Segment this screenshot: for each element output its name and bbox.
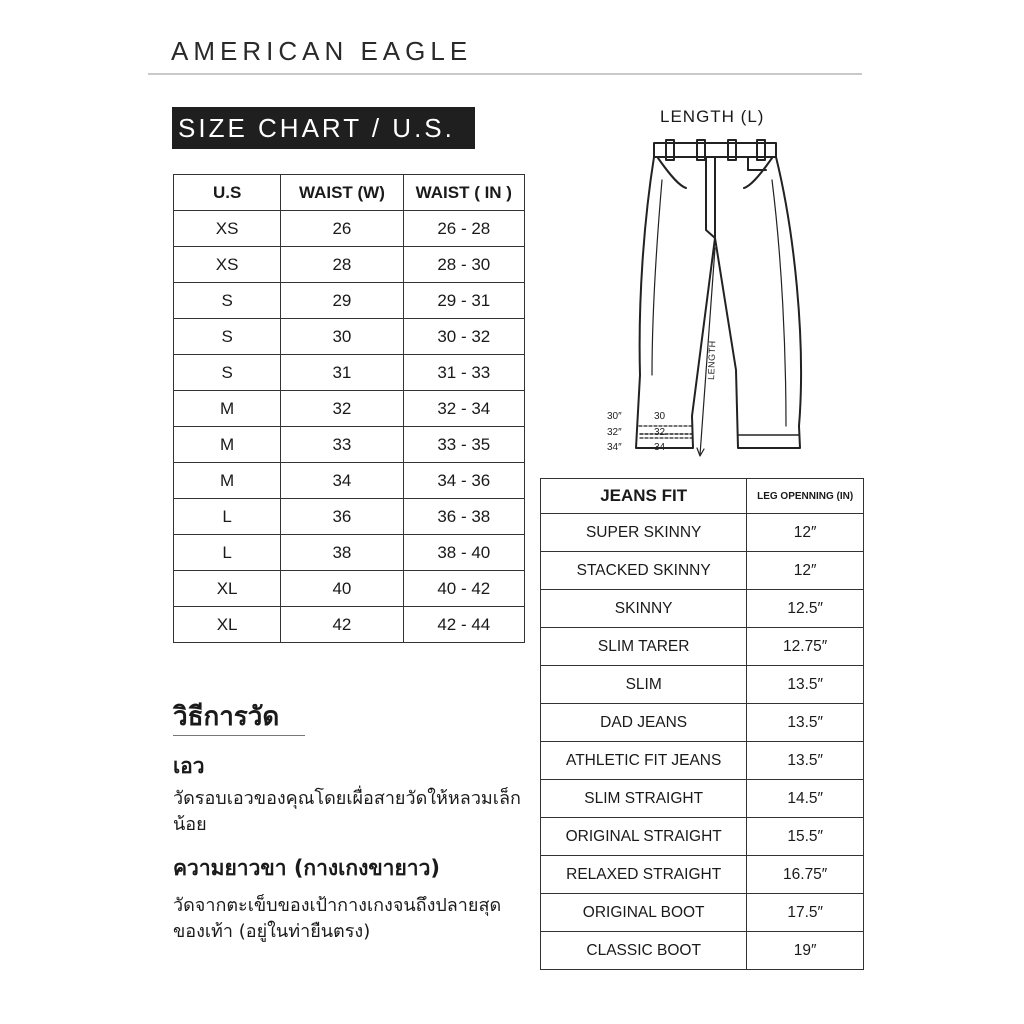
leg-opening-cell: 13.5″ <box>747 704 864 742</box>
us-size-cell: M <box>174 463 281 499</box>
table-row <box>541 780 864 818</box>
fit-name-cell: CLASSIC BOOT <box>541 932 747 970</box>
brand-logo-text: AMERICAN EAGLE <box>171 36 473 66</box>
fit-name-cell: ORIGINAL BOOT <box>541 894 747 932</box>
table-row <box>174 391 525 427</box>
size-chart-title: SIZE CHART / U.S. <box>172 107 475 149</box>
table-row <box>541 666 864 704</box>
leg-opening-cell: 19″ <box>747 932 864 970</box>
table-row <box>541 552 864 590</box>
header-divider <box>148 73 862 75</box>
leg-length-heading: ความยาวขา (กางเกงขายาว) <box>173 856 440 880</box>
size-table-header: WAIST (W) <box>281 175 403 211</box>
inseam-label-right: 30 <box>654 411 666 422</box>
fit-name-cell: SKINNY <box>541 590 747 628</box>
waist-w-cell: 28 <box>281 247 403 283</box>
table-row <box>174 319 525 355</box>
table-row <box>541 590 864 628</box>
waist-w-cell: 29 <box>281 283 403 319</box>
waist-in-cell: 33 - 35 <box>403 427 524 463</box>
table-row <box>174 211 525 247</box>
waist-w-cell: 36 <box>281 499 403 535</box>
waist-in-cell: 31 - 33 <box>403 355 524 391</box>
table-row <box>541 628 864 666</box>
length-diagram-title: LENGTH (L) <box>660 107 765 126</box>
table-row <box>174 355 525 391</box>
waist-w-cell: 32 <box>281 391 403 427</box>
fit-name-cell: STACKED SKINNY <box>541 552 747 590</box>
fit-name-cell: SLIM STRAIGHT <box>541 780 747 818</box>
table-row <box>174 499 525 535</box>
side-seam <box>772 180 786 426</box>
waist-w-cell: 26 <box>281 211 403 247</box>
size-table-header: WAIST ( IN ) <box>403 175 524 211</box>
waist-instructions: วัดรอบเอวของคุณโดยเผื่อสายวัดให้หลวมเล็กน้อย <box>173 788 521 835</box>
waist-w-cell: 30 <box>281 319 403 355</box>
waist-in-cell: 32 - 34 <box>403 391 524 427</box>
waist-in-cell: 28 - 30 <box>403 247 524 283</box>
waist-in-cell: 26 - 28 <box>403 211 524 247</box>
us-size-cell: XL <box>174 571 281 607</box>
leg-opening-cell: 16.75″ <box>747 856 864 894</box>
side-seam <box>652 180 662 375</box>
table-row <box>174 535 525 571</box>
waist-w-cell: 33 <box>281 427 403 463</box>
waist-w-cell: 34 <box>281 463 403 499</box>
us-size-cell: XS <box>174 211 281 247</box>
leg-opening-cell: 14.5″ <box>747 780 864 818</box>
fit-name-cell: SUPER SKINNY <box>541 514 747 552</box>
us-size-cell: M <box>174 391 281 427</box>
table-row <box>541 894 864 932</box>
waist-w-cell: 31 <box>281 355 403 391</box>
fit-name-cell: ATHLETIC FIT JEANS <box>541 742 747 780</box>
waist-in-cell: 30 - 32 <box>403 319 524 355</box>
leg-opening-cell: 12″ <box>747 552 864 590</box>
leg-opening-cell: 17.5″ <box>747 894 864 932</box>
table-row <box>174 571 525 607</box>
us-size-cell: S <box>174 319 281 355</box>
us-size-cell: S <box>174 355 281 391</box>
inseam-label-right: 34 <box>654 442 666 453</box>
waist-w-cell: 38 <box>281 535 403 571</box>
fit-name-cell: DAD JEANS <box>541 704 747 742</box>
fit-name-cell: SLIM <box>541 666 747 704</box>
waist-w-cell: 40 <box>281 571 403 607</box>
size-table-header: U.S <box>174 175 281 211</box>
fit-name-cell: RELAXED STRAIGHT <box>541 856 747 894</box>
us-size-cell: L <box>174 535 281 571</box>
fit-table-header-row <box>541 479 864 514</box>
fit-table-header: LEG OPENNING (IN) <box>747 479 864 514</box>
inseam-label-right: 32 <box>654 427 666 438</box>
us-size-cell: S <box>174 283 281 319</box>
size-table-header-row <box>174 175 525 211</box>
table-row <box>541 514 864 552</box>
waist-in-cell: 42 - 44 <box>403 607 524 643</box>
inseam-label-left: 30″ <box>607 411 622 422</box>
leg-length-instructions: วัดจากตะเข็บของเป้ากางเกงจนถึงปลายสุดของเท้า (อยู่ในท่ายืนตรง) <box>173 895 502 942</box>
how-to-measure-underline <box>173 735 305 736</box>
table-row <box>174 427 525 463</box>
us-size-cell: XS <box>174 247 281 283</box>
table-row <box>541 818 864 856</box>
waist-in-cell: 40 - 42 <box>403 571 524 607</box>
jeans-fit-table <box>540 478 864 970</box>
leg-opening-cell: 12.75″ <box>747 628 864 666</box>
table-row <box>174 247 525 283</box>
fit-name-cell: SLIM TARER <box>541 628 747 666</box>
leg-opening-cell: 15.5″ <box>747 818 864 856</box>
waist-in-cell: 38 - 40 <box>403 535 524 571</box>
inseam-label-left: 32″ <box>607 427 622 438</box>
us-size-cell: L <box>174 499 281 535</box>
us-size-cell: XL <box>174 607 281 643</box>
jeans-length-diagram <box>596 130 814 462</box>
length-label: LENGTH <box>706 340 718 381</box>
fit-table-header: JEANS FIT <box>541 479 747 514</box>
table-row <box>174 283 525 319</box>
waist-in-cell: 34 - 36 <box>403 463 524 499</box>
waist-heading: เอว <box>173 754 205 778</box>
inseam-label-left: 34″ <box>607 442 622 453</box>
size-table <box>173 174 525 643</box>
fly-stitch <box>706 157 715 238</box>
table-row <box>541 856 864 894</box>
us-size-cell: M <box>174 427 281 463</box>
waist-in-cell: 29 - 31 <box>403 283 524 319</box>
leg-opening-cell: 13.5″ <box>747 666 864 704</box>
leg-opening-cell: 12.5″ <box>747 590 864 628</box>
leg-opening-cell: 12″ <box>747 514 864 552</box>
table-row <box>174 607 525 643</box>
table-row <box>541 932 864 970</box>
fit-name-cell: ORIGINAL STRAIGHT <box>541 818 747 856</box>
waist-in-cell: 36 - 38 <box>403 499 524 535</box>
waist-w-cell: 42 <box>281 607 403 643</box>
table-row <box>541 704 864 742</box>
leg-opening-cell: 13.5″ <box>747 742 864 780</box>
table-row <box>174 463 525 499</box>
table-row <box>541 742 864 780</box>
how-to-measure-title: วิธีการวัด <box>173 702 280 732</box>
